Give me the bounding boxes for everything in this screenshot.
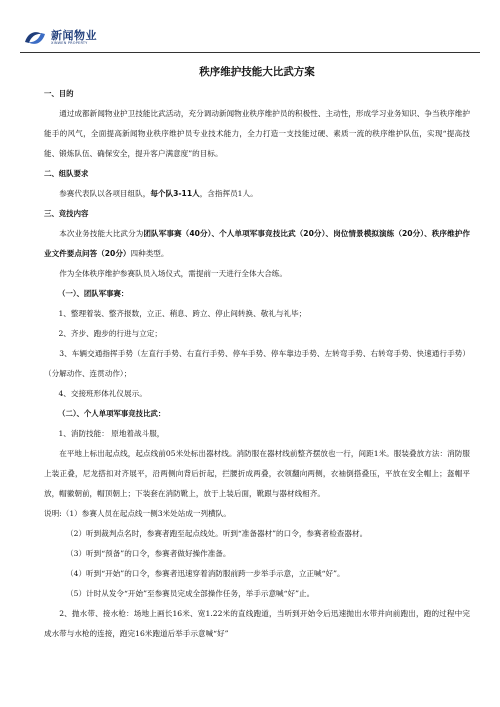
section-team-body	[44, 184, 470, 204]
individual-item-1: 1、消防技能： 原地着战斗服，	[58, 429, 165, 438]
logo-mark-icon	[22, 28, 48, 48]
team-body-tail: ，含指挥员1人。	[199, 189, 258, 198]
section-team-heading: 二、组队要求	[44, 169, 89, 178]
individual-item-1-body: 在平地上标出起点线，起点线前05米处标出器材线。消防服在器材线前整齐摆放也一行，间距1米。服装叠放方法：消防服上装正叠，尼龙搭扣对齐展平，沿两侧向背后折起，拦腰折成两叠，衣领翻向两侧，衣袖倒搭叠压，平放在安全帽上；盔帽平放，帽徽朝前，帽顶朝上；下装套在消防靴上，放于上装后面，靴跟与器材线相齐。	[44, 449, 470, 498]
note-3: （3）听到“预备”的口令，参赛者做好操作准备。	[66, 549, 231, 558]
notes-label: 说明:（1）参赛人员在起点线一侧3米处站成一列横队。	[44, 509, 231, 518]
contents-categories: 团队军事赛（40分）、个人单项军事竞技比武（20分）、岗位情景模拟演练（20分）、秩序维护作业文件要点问答（20分）	[44, 229, 470, 258]
team-item-1: 1、整理着装、整齐报数，立正、稍息、跨立、停止间转换、敬礼与礼毕；	[58, 309, 307, 318]
company-logo	[22, 28, 97, 48]
logo-name-cn: 新闻物业	[51, 29, 97, 43]
document-title: 秩序维护技能大比武方案	[199, 66, 315, 78]
individual-item-2: 2、抛水带、接水枪：场地上画长16米、宽1.22米的直线跑道，当听到开始令后迅速抛出水带并向前跑出，跑的过程中完成水带与水枪的连接，跑完16米跑道后举手示意喊“好”	[44, 609, 470, 638]
page-header	[0, 0, 500, 52]
contents-intro	[44, 224, 470, 264]
section-purpose-body: 通过成都新闻物业护卫技能比武活动，充分调动新闻物业秩序维护员的积极性、主动性，形成学习业务知识、争当秩序维护能手的风气，全面提高新闻物业秩序维护员专业技术能力，全力打造一支技能过硬、素质一流的秩序维护队伍，实现“提高技能、锻炼队伍、确保安全，提升客户满意度”的目标。	[44, 109, 470, 158]
section-purpose-heading: 一、目的	[44, 89, 74, 98]
contents-rehearsal: 作为全体秩序维护参赛队员入场仪式，需提前一天进行全体大合练。	[59, 269, 287, 278]
team-item-2: 2、齐步、跑步的行进与立定；	[58, 329, 162, 338]
team-body-text: 参赛代表队以各项目组队，	[59, 189, 151, 198]
note-4: （4）听到“开始”的口令，参赛者迅速穿着消防服前跨一步举手示意，立正喊“好”。	[66, 569, 345, 578]
note-2: （2）听到裁判点名时，参赛者跑至起点线处。听到“准备器材”的口令，参赛者检查器材。	[66, 529, 368, 538]
document-body	[44, 62, 470, 644]
section-contents-heading: 三、竞技内容	[44, 209, 89, 218]
contents-intro-text: 本次业务技能大比武分为	[59, 229, 144, 238]
team-size-highlight: 每个队3-11人	[150, 189, 200, 198]
subsection-team-military: （一）、团队军事赛：	[58, 289, 129, 298]
contents-intro-tail: 四种类型。	[130, 249, 169, 258]
team-item-4: 4、交接班形体礼仪展示。	[58, 389, 147, 398]
note-5: （5）计时从发令“开始”至参赛员完成全部操作任务，举手示意喊“好”止。	[66, 589, 315, 598]
header-divider	[20, 52, 480, 53]
team-item-3: 3、车辆交通指挥手势（左直行手势、右直行手势、停车手势、停车靠边手势、左转弯手势、右转弯手势、快速通行手势）（分解动作、连贯动作）；	[44, 349, 470, 378]
logo-name-en: XINWEN PROPERTY	[51, 41, 88, 46]
subsection-individual: （二）、个人单项军事竞技比武：	[58, 409, 166, 418]
